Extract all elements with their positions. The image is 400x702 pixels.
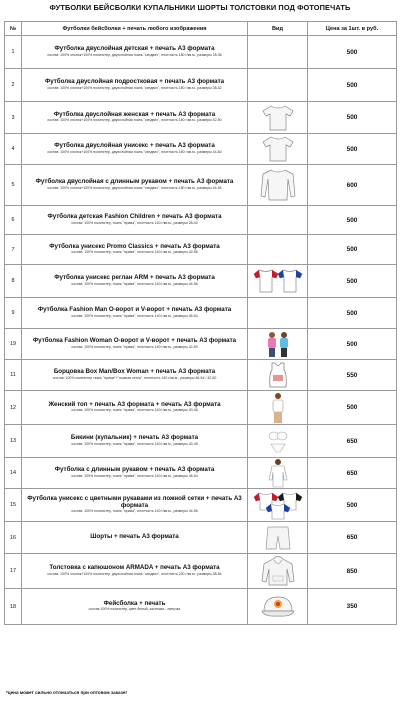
product-description [22,589,248,625]
product-composition: состав: 100% полиэстер, ткань "прима", плотность 140 г/кв.м., размеры 46-54 [71,473,198,478]
tshirt-icon [248,135,307,163]
header-price: Цена за 1шт. в руб. [308,22,397,36]
product-composition: состав: 100% хлопок+100% полиэстер, двухслойная ткань "сэндвич", плотность 180 г/кв.м., размеры 28-36 [47,52,222,57]
row-number: 14 [5,458,22,489]
product-image-cell [248,102,308,134]
table-row [5,134,397,165]
product-description [22,69,248,102]
row-number: 16 [5,522,22,554]
product-description [22,522,248,554]
row-number: 12 [5,391,22,425]
table-row [5,165,397,206]
product-name: Футболка унисекс с цветными рукавами из ложной сетки + печать А3 формата [27,495,242,509]
product-composition: состав: 100% полиэстер, ткань "прима", плотность 140 г/кв.м., размеры 28-40 [71,220,198,225]
product-name: Бикини (купальник) + печать А3 формата [70,434,199,442]
product-price: 550 [308,360,397,391]
product-price: 600 [308,165,397,206]
product-name: Толстовка с капюшоном ARMADA + печать А3 формата [49,564,220,572]
product-composition: состав: 100% полиэстер, ткань "прима", плотность 140 г/кв.м., размеры 46-54 [71,313,198,318]
shorts-icon [248,524,307,552]
product-composition: состав: 100% полиэстер, ткань "прима", плотность 140 г/кв.м., размеры 42-50 [71,344,198,349]
header-num: № [5,22,22,36]
product-price: 650 [308,522,397,554]
table-row [5,206,397,235]
row-number: 19 [5,329,22,360]
product-description [22,235,248,265]
table-row [5,489,397,522]
table-header-row [5,22,397,36]
product-composition: состав: 100% полиэстер, ткань "прима", плотность 140 г/кв.м., размеры 40-46 [71,408,198,413]
product-description [22,489,248,522]
product-description [22,165,248,206]
product-price: 500 [308,235,397,265]
product-name: Футболка с длинным рукавом + печать А3 формата [54,466,215,474]
page-title: ФУТБОЛКИ БЕЙСБОЛКИ КУПАЛЬНИКИ ШОРТЫ ТОЛСТОВКИ ПОД ФОТОПЕЧАТЬ [49,3,351,12]
product-composition: состав: 100% полиэстер, ткань "прима", плотность 140 г/кв.м., размеры 42-58 [71,250,198,255]
product-image-cell [248,165,308,206]
product-name: Футболка унисекс Promo Classics + печать А3 формата [49,242,220,250]
table-row [5,235,397,265]
product-description [22,329,248,360]
table-row [5,458,397,489]
row-number: 4 [5,134,22,165]
product-image-cell [248,360,308,391]
raglan-icon [248,267,307,295]
product-price: 500 [308,265,397,298]
product-image-cell [248,522,308,554]
product-name: Футболка Fashion Man О-ворот и V-ворот + печать А3 формата [37,306,232,314]
product-price: 500 [308,36,397,69]
longsleeve-icon [248,168,307,202]
table-row [5,360,397,391]
product-image-cell [248,554,308,589]
product-price: 650 [308,458,397,489]
product-name: Борцовка Box Man/Box Woman + печать А3 формата [53,368,216,376]
row-number: 15 [5,489,22,522]
product-name: Футболка двуслойная подростковая + печать А3 формата [44,78,225,86]
table-row [5,298,397,329]
product-composition: состав: 100% хлопок+100% полиэстер, двухслойная ткань "сэндвич", плотность 220 г/кв.м., размеры 38-54 [47,571,222,576]
table-row [5,102,397,134]
product-image-cell [248,425,308,458]
product-image-cell [248,235,308,265]
table-row [5,69,397,102]
row-number: 7 [5,235,22,265]
product-image-cell [248,206,308,235]
table-row [5,265,397,298]
row-number: 2 [5,69,22,102]
product-description [22,36,248,69]
table-row [5,522,397,554]
table-body [5,36,397,625]
price-table [4,21,397,625]
row-number: 3 [5,102,22,134]
footnote: *цена может сильно отличаться при оптовом заказе! [6,690,127,695]
product-name: Футболка двуслойная унисекс + печать А3 формата [54,142,215,150]
table-row [5,329,397,360]
table-row [5,554,397,589]
product-image-cell [248,69,308,102]
row-number: 18 [5,589,22,625]
colored-sleeves-icon [248,490,307,520]
longsleeve-model-icon [248,458,307,488]
product-name: Женский топ + печать А3 формата + печать А3 формата [48,400,221,408]
row-number: 11 [5,360,22,391]
row-number: 17 [5,554,22,589]
tank-top-icon [248,361,307,389]
table-row [5,425,397,458]
product-image-cell [248,298,308,329]
product-description [22,360,248,391]
product-image-cell [248,329,308,360]
product-name: Футболка унисекс реглан ARM + печать А3 формата [54,274,215,282]
product-composition: состав: 100% хлопок+100% полиэстер, двухслойная ткань "сэндвич", плотность 180 г/кв.м., размеры 44-54 [47,185,222,190]
row-number: 8 [5,265,22,298]
product-price: 650 [308,425,397,458]
product-name: Фейсболка + печать [103,599,166,607]
product-name: Шорты + печать А3 формата [90,533,179,541]
row-number: 9 [5,298,22,329]
product-image-cell [248,134,308,165]
women-models-icon [248,330,307,358]
product-price: 500 [308,391,397,425]
product-description [22,554,248,589]
bikini-icon [248,427,307,455]
product-description [22,458,248,489]
product-name: Футболка детская Fashion Children + печать А3 формата [47,213,222,221]
product-description [22,298,248,329]
product-composition: состав: 100% хлопок+100% полиэстер, двухслойная ткань "сэндвич", плотность 180 г/кв.м., размеры 44-60 [47,149,222,154]
product-price: 500 [308,102,397,134]
tshirt-icon [248,104,307,132]
row-number: 1 [5,36,22,69]
product-composition: состав: 100% полиэстер ткань "прима"+"ложная сетка", плотность 140 г/кв.м., размеры 46-54 / 42-50 [52,375,217,380]
product-price: 500 [308,69,397,102]
product-image-cell [248,391,308,425]
product-description [22,134,248,165]
product-composition: состав: 100% хлопок+100% полиэстер, двухслойная ткань "сэндвич", плотность 180 г/кв.м., размеры 38-42 [47,85,222,90]
product-description [22,206,248,235]
product-image-cell [248,36,308,69]
table-row [5,36,397,69]
product-description [22,265,248,298]
product-price: 850 [308,554,397,589]
table-row [5,391,397,425]
product-image-cell [248,489,308,522]
row-number: 5 [5,165,22,206]
product-name: Футболка Fashion Woman О-ворот и V-ворот + печать А3 формата [32,337,237,345]
cap-icon [248,593,307,621]
product-composition: состав: 100% хлопок+100% полиэстер, двухслойная ткань "сэндвич", плотность 180 г/кв.м., размеры 42-50 [47,118,222,123]
product-price: 500 [308,206,397,235]
product-composition: состав: 100% полиэстер, ткань "прима", плотность 140 г/кв.м., размеры 44-56 [71,509,198,514]
product-name: Футболка двуслойная женская + печать А3 формата [53,110,216,118]
product-image-cell [248,265,308,298]
product-price: 500 [308,489,397,522]
product-price: 350 [308,589,397,625]
row-number: 6 [5,206,22,235]
header-desc: Футболки бейсболки + печать любого изображения [22,22,248,36]
product-description [22,391,248,425]
product-composition: состав 100% полиэстер, цвет белый, застежка - липучка [88,607,181,612]
product-description [22,102,248,134]
product-composition: состав: 100% полиэстер, ткань "прима", плотность 140 г/кв.м., размеры 40-48 [71,441,198,446]
product-image-cell [248,589,308,625]
product-image-cell [248,458,308,489]
hoodie-icon [248,555,307,587]
row-number: 13 [5,425,22,458]
product-price: 500 [308,134,397,165]
product-name: Футболка двуслойная детская + печать А3 формата [54,45,215,53]
header-img: Вид [248,22,308,36]
product-price: 500 [308,298,397,329]
product-price: 500 [308,329,397,360]
table-row [5,589,397,625]
woman-top-icon [248,392,307,424]
product-name: Футболка двуслойная с длинным рукавом + печать А3 формата [35,178,234,186]
product-composition: состав: 100% полиэстер, ткань "прима", плотность 140 г/кв.м., размеры 44-56 [71,281,198,286]
product-description [22,425,248,458]
